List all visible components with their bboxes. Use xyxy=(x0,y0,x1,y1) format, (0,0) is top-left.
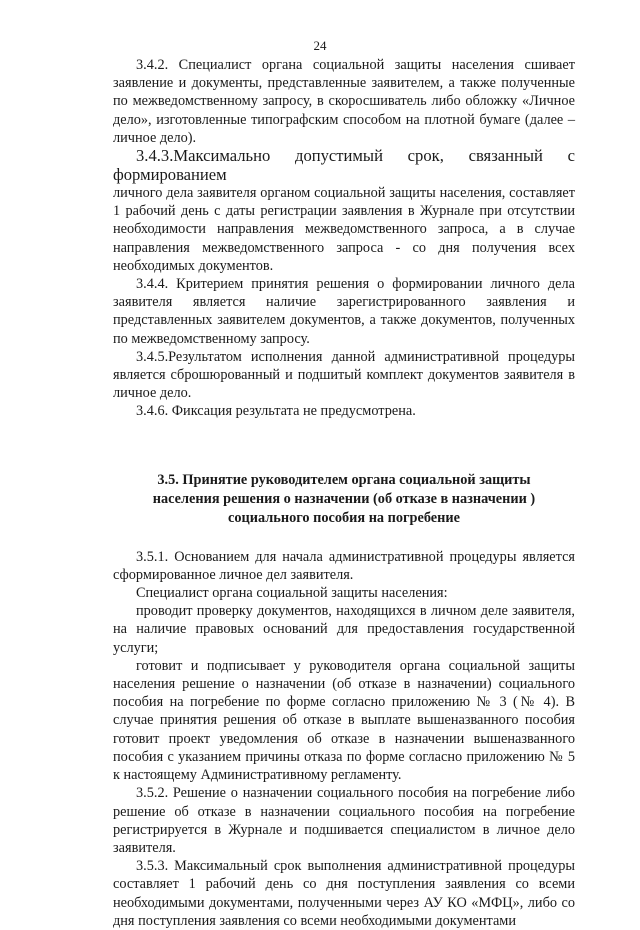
section-title-line-1: 3.5. Принятие руководителем органа социальной защиты xyxy=(157,471,531,488)
document-body xyxy=(113,56,575,930)
paragraph-3-4-4: 3.4.4. Критерием принятия решения о формировании личного дела заявителя является наличие зарегистрированного заявления и представленных заявителем документов, а также документов, полученных по межведомственному запросу. xyxy=(113,276,575,347)
paragraph-3-4-5: 3.4.5.Результатом исполнения данной административной процедуры является сброшюрованный и подшитый комплект документов заявителя в личное дело. xyxy=(113,348,575,402)
paragraph-3-4-2: 3.4.2. Специалист органа социальной защиты населения сшивает заявление и документы, представленные заявителем, а также полученные по межведомственному запросу, в скоросшиватель либо обложку «Личное дело», изготовленные типографским способом на плотной бумаге (далее – личное дело). xyxy=(113,57,575,146)
paragraph-3-4-3-heading: 3.4.3.Максимально допустимый срок, связанный с формированием xyxy=(113,146,575,184)
section-title xyxy=(113,471,575,528)
page-number: 24 xyxy=(313,38,327,53)
paragraph-3-5-1: 3.5.1. Основанием для начала административной процедуры является сформированное личное дел заявителя. xyxy=(113,548,575,583)
section-title-line-2: населения решения о назначении (об отказе в назначении ) xyxy=(152,490,536,507)
section-title-line-3: социального пособия на погребение xyxy=(228,509,460,526)
paragraph-3-4-6: 3.4.6. Фиксация результата не предусмотрена. xyxy=(136,403,416,420)
paragraph-3-5-3: 3.5.3. Максимальный срок выполнения административной процедуры составляет 1 рабочий день со дня поступления заявления со всеми необходимыми документами, полученными через АУ КО «МФЦ», либо со дня поступления заявления со всеми необходимыми документами xyxy=(113,858,575,929)
paragraph-specialist: Специалист органа социальной защиты населения: xyxy=(136,585,448,602)
paragraph-prepare-decision: готовит и подписывает у руководителя органа социальной защиты населения решение о назначении (об отказе в назначении) социального пособия на погребение по форме согласно приложению № 3 (№ 4). В случае принятия решения об отказе в выплате вышеназванного пособия готовит проект уведомления об отказе в назначении вышеназванного пособия с указанием причины отказа по форме согласно приложению № 5 к настоящему Административному регламенту. xyxy=(113,657,575,784)
paragraph-check-documents: проводит проверку документов, находящихся в личном деле заявителя, на наличие правовых оснований для предоставления государственной услуги; xyxy=(113,603,575,656)
paragraph-3-4-3-body: личного дела заявителя органом социальной защиты населения, составляет 1 рабочий день с даты регистрации заявления в Журнале при отсутствии необходимости направления межведомственного запроса, а в случае направления межведомственного запроса - со дня получения всех необходимых документов. xyxy=(113,185,575,274)
paragraph-3-5-2: 3.5.2. Решение о назначении социального пособия на погребение либо решение об отказе в назначении социального пособия на погребение регистрируется в Журнале и подшивается специалистом в личное дело заявителя. xyxy=(113,785,575,856)
